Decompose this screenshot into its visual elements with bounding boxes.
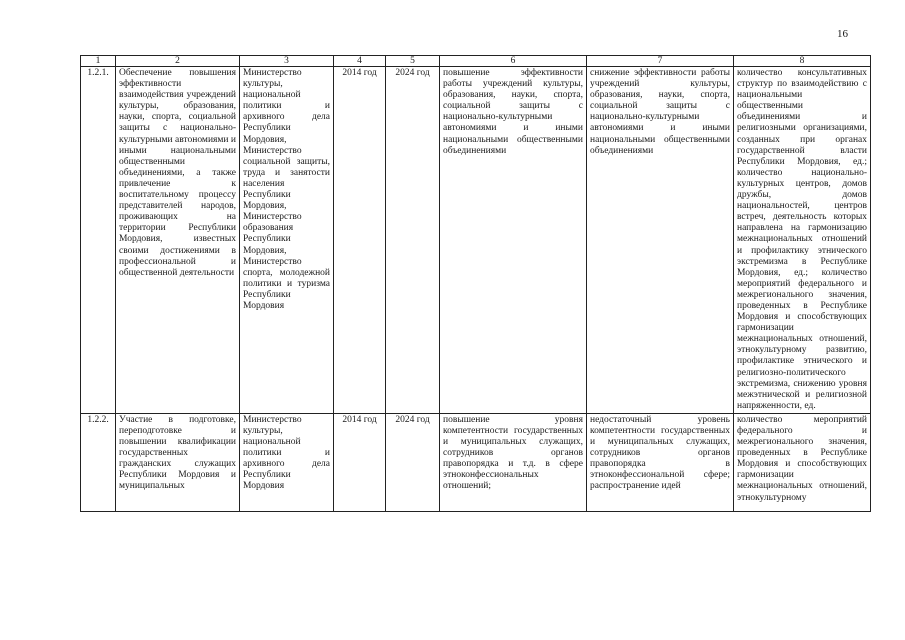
non-implementation-consequence [587,413,734,511]
table-row [81,413,871,511]
header-col-2: 2 [116,56,240,67]
end-year: 2024 год [386,67,440,414]
indicators [734,413,871,511]
measure-name: Обеспечение повышения эффективности взаимодействия учреждений культуры, образования, науки, спорта, социальной защиты с национально-культурными автономиями и иными национальными общественными объединениями, а также привлечение к воспитательному процессу представителей народов, проживающих на территории Республики Мордовия, известных своими достижениями в профессиональной и общественной деятельности [116,67,240,414]
indicators: количество консультативных структур по взаимодействию с национальными общественными объединениями и религиозными организациями, созданных при органах государственной власти Республики Мордовия, ед.; количество национально-культурных центров, домов дружбы, домов национальностей, центров встреч, деятельность которых направлена на гармонизацию межнациональных отношений и профилактику этнического экстремизма в Республике Мордовия, ед.; количество мероприятий федерального и межрегионального значения, проведенных в Республике Мордовия и способствующих гармонизации межнациональных отношений, этнокультурному развитию, профилактике этнического и религиозно-политического экстремизма, снижению уровня межэтнической и религиозной напряженности, ед. [734,67,871,414]
non-implementation-consequence: снижение эффективности работы учреждений культуры, образования, науки, спорта, социальной защиты с национально-культурными автономиями и иными национальными общественными объединениями [587,67,734,414]
consequence-text: недостаточный уровень компетентности государственных и муниципальных служащих, сотрудников органов правопорядка в этноконфессиональной сфере; распространение идей [590,414,730,492]
header-col-5: 5 [386,56,440,67]
header-col-3: 3 [240,56,334,67]
executor: Министерство культуры, национальной политики и архивного дела Республики Мордовия, Министерство социальной защиты, труда и занятости населения Республики Мордовия, Министерство образования Республики Мордовия, Министерство спорта, молодежной политики и туризма Республики Мордовия [240,67,334,414]
measure-name [116,413,240,511]
start-year: 2014 год [334,413,386,511]
header-col-1: 1 [81,56,116,67]
end-year: 2024 год [386,413,440,511]
row-number: 1.2.2. [81,413,116,511]
program-table [80,55,871,512]
executor-text: Министерство культуры, национальной политики и архивного дела Республики Мордовия [243,414,330,492]
header-col-4: 4 [334,56,386,67]
start-year: 2014 год [334,67,386,414]
page-number: 16 [837,28,848,40]
header-col-6: 6 [440,56,587,67]
expected-result: повышение эффективности работы учреждений культуры, образования, науки, спорта, социальной защиты с национально-культурными автономиями и иными национальными общественными объединениями [440,67,587,414]
table-row [81,67,871,414]
measure-name-text: Участие в подготовке, переподготовке и повышении квалификации государственных гражданских служащих Республики Мордовия и муниципальных [119,414,236,492]
indicators-text: количество мероприятий федерального и межрегионального значения, проведенных в Республике Мордовия и способствующих гармонизации межнациональных отношений, этнокультурному [737,414,867,503]
row-number: 1.2.1. [81,67,116,414]
header-col-8: 8 [734,56,871,67]
table-header-row [81,56,871,67]
header-col-7: 7 [587,56,734,67]
expected-result-text: повышение уровня компетентности государственных и муниципальных служащих, сотрудников органов правопорядка и т.д. в сфере этноконфессиональных отношений; [443,414,583,492]
expected-result [440,413,587,511]
executor [240,413,334,511]
